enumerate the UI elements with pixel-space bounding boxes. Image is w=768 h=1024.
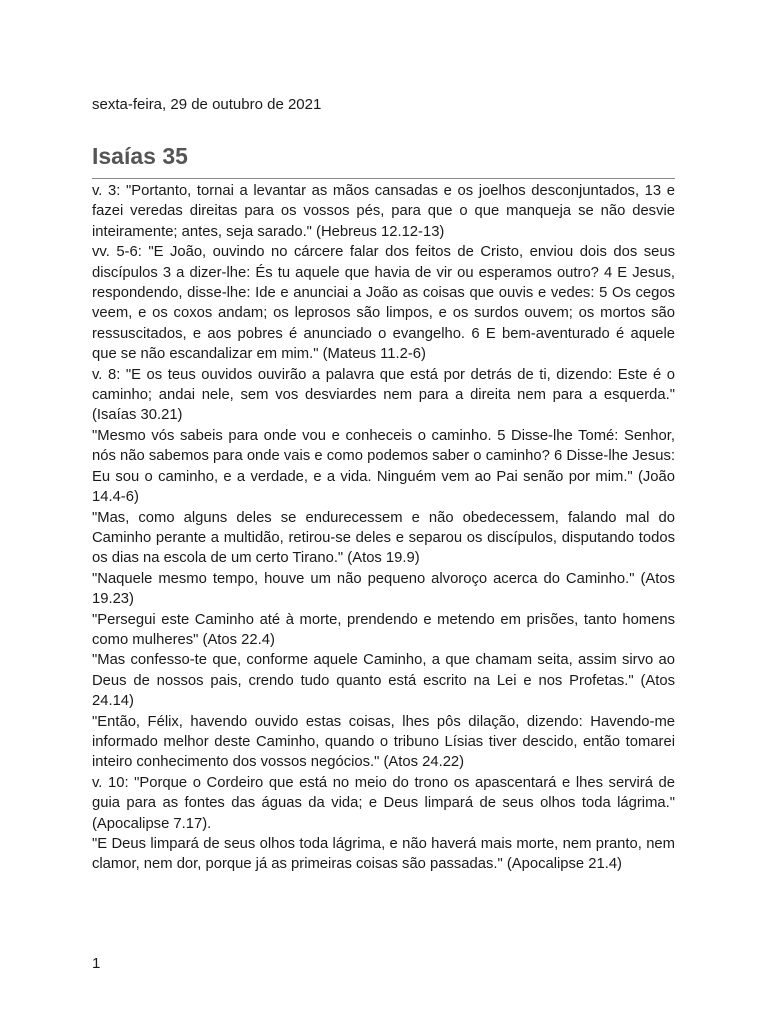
body-paragraph: "E Deus limpará de seus olhos toda lágrima, e não haverá mais morte, nem pranto, nem clamor, nem dor, porque já as primeiras coisas são passadas." (Apocalipse 21.4) [92, 836, 675, 873]
body-paragraph: vv. 5-6: "E João, ouvindo no cárcere falar dos feitos de Cristo, enviou dois dos seus discípulos 3 a dizer-lhe: És tu aquele que havia de vir ou esperamos outro? 4 E Jesus, respondendo, disse-lhe: Ide e anunciai a João as coisas que ouvis e vedes: 5 Os cegos veem, e os coxos andam; os leprosos são limpos, e os surdos ouvem; os mortos são ressuscitados, e aos pobres é anunciado o evangelho. 6 E bem-aventurado é aquele que se não escandalizar em mim." (Mateus 11.2-6) [92, 244, 675, 363]
body-paragraph: "Mas confesso-te que, conforme aquele Caminho, a que chamam seita, assim sirvo ao Deus de nossos pais, crendo tudo quanto está escrito na Lei e nos Profetas." (Atos 24.14) [92, 652, 675, 710]
document-date: sexta-feira, 29 de outubro de 2021 [92, 96, 322, 113]
document-title: Isaías 35 [92, 143, 188, 169]
body-paragraph: "Persegui este Caminho até à morte, prendendo e metendo em prisões, tanto homens como mulheres" (Atos 22.4) [92, 611, 675, 648]
document-body [92, 181, 675, 875]
body-paragraph: v. 3: "Portanto, tornai a levantar as mãos cansadas e os joelhos desconjuntados, 13 e fazei veredas direitas para os vossos pés, para que o que manqueja se não desvie inteiramente; antes, seja sarado." (Hebreus 12.12-13) [92, 183, 675, 240]
body-paragraph: "Naquele mesmo tempo, houve um não pequeno alvoroço acerca do Caminho." (Atos 19.23) [92, 570, 675, 608]
body-paragraph: v. 8: "E os teus ouvidos ouvirão a palavra que está por detrás de ti, dizendo: Este é o caminho; andai nele, sem vos desviardes nem para a direita nem para a esquerda." (Isaías 30.21) [92, 366, 675, 424]
body-paragraph: "Mesmo vós sabeis para onde vou e conheceis o caminho. 5 Disse-lhe Tomé: Senhor, nós não sabemos para onde vais e como podemos saber o caminho? 6 Disse-lhe Jesus: Eu sou o caminho, e a verdade, e a vida. Ninguém vem ao Pai senão por mim." (João 14.4-6) [92, 427, 675, 506]
body-paragraph: "Mas, como alguns deles se endurecessem e não obedecessem, falando mal do Caminho perante a multidão, retirou-se deles e separou os discípulos, disputando todos os dias na escola de um certo Tirano." (Atos 19.9) [92, 509, 675, 567]
body-paragraph: "Então, Félix, havendo ouvido estas coisas, lhes pôs dilação, dizendo: Havendo-me informado melhor deste Caminho, quando o tribuno Lísias tiver descido, então tomarei inteiro conhecimento dos vossos negócios." (Atos 24.22) [92, 713, 675, 771]
page-number: 1 [92, 955, 101, 972]
title-divider [92, 178, 675, 179]
body-paragraph: v. 10: "Porque o Cordeiro que está no meio do trono os apascentará e lhes servirá de guia para as fontes das águas da vida; e Deus limpará de seus olhos toda lágrima." (Apocalipse 7.17). [92, 774, 675, 832]
